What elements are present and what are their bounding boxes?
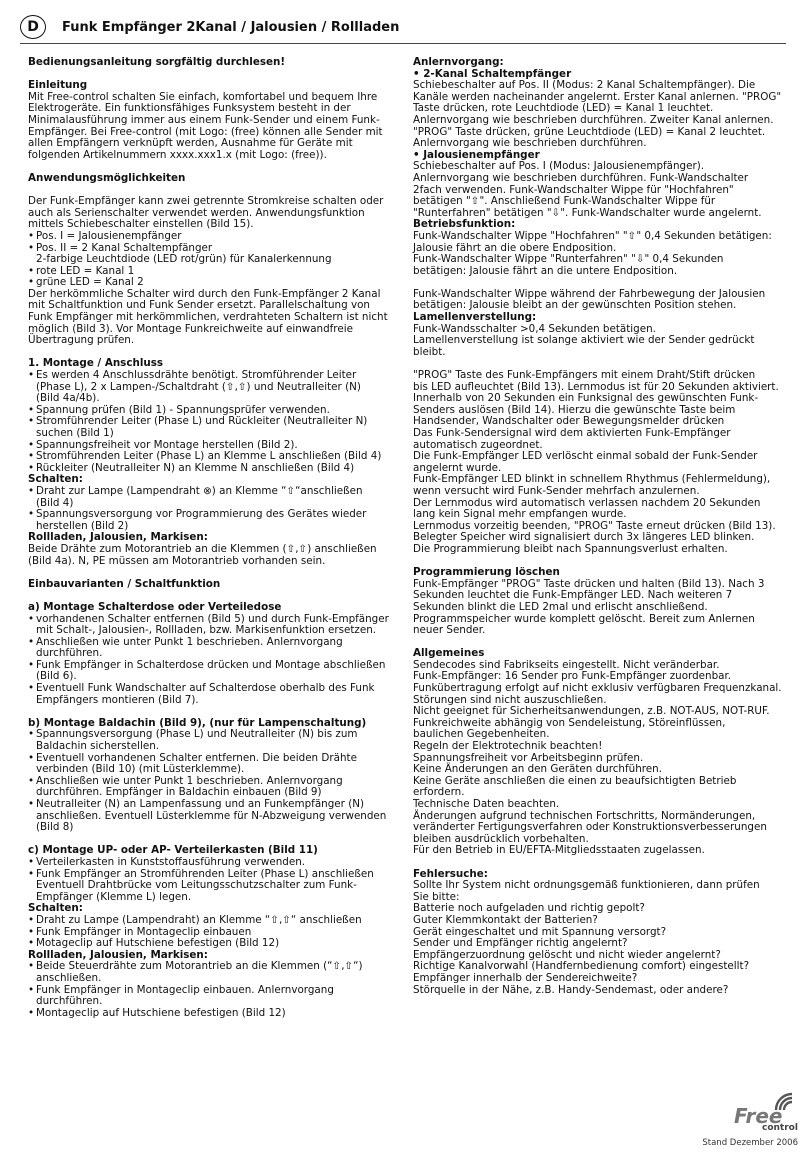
page-header <box>20 14 399 40</box>
logo-control-text: control <box>762 1123 798 1133</box>
section-heading: b) Montage Baldachin (Bild 9), (nur für Lampenschaltung) <box>28 716 367 729</box>
list-item: • Spannungsversorgung (Phase L) und Neutralleiter (N) bis zum Baldachin sicherstellen. <box>28 729 398 752</box>
section-heading: Bedienungsanleitung sorgfältig durchlesen! <box>28 56 286 68</box>
list-item: • Montageclip auf Hutschiene befestigen (Bild 12) <box>28 1008 398 1020</box>
list-item: • Beide Steuerdrähte zum Motorantrieb an die Klemmen (“⇧,⇧“) anschließen. <box>28 961 398 984</box>
list-item: • Pos. II = 2 Kanal Schaltempfänger 2-farbige Leuchtdiode (LED rot/grün) für Kanalerkennung <box>28 243 398 266</box>
list-item: • Spannung prüfen (Bild 1) - Spannungsprüfer verwenden. <box>28 405 398 417</box>
logo-free-text: Free <box>734 1104 783 1128</box>
bullet-list <box>28 614 398 707</box>
spacer <box>413 857 791 869</box>
list-item: • grüne LED = Kanal 2 <box>28 277 398 289</box>
paragraph: Schiebeschalter auf Pos. I (Modus: Jalousienempfänger). Anlernvorgang wie beschrieben durchführen. Funk-Wandschalter 2fach verwenden. Funk-Wandschalter Wippe für "Hochfahren" betätigen "⇧". Anschließend Funk-Wandschalter Wippe für "Runterfahren" betätigen "⇩". Funk-Wandschalter wurde angelernt. <box>413 160 762 219</box>
list-item: • Anschließen wie unter Punkt 1 beschrieben. Anlernvorgang durchführen. Empfänger in Baldachin einbauen (Bild 9) <box>28 776 398 799</box>
section-heading: Anlernvorgang: <box>413 56 504 68</box>
paragraph: "PROG" Taste des Funk-Empfängers mit einem Draht/Stift drücken bis LED aufleuchtet (Bild 13). Lernmodus ist für 20 Sekunden aktiviert. Innerhalb von 20 Sekunden ein Funksignal des gewünschten Funk- Senders auslösen (Bild 14). Hierzu die gewünschte Taste beim Handsender, Wandschalter oder Bewegungsmelder drücken Das Funk-Sendersignal wird dem aktivierten Funk-Empfänger automatisch zugeordnet. Die Funk-Empfänger LED verlöscht einmal sobald der Funk-Sender angelernt wurde. Funk-Empfänger LED blinkt in schnellem Rhythmus (Fehlermeldung), wenn versucht wird Funk-Sender mehrfach anzulernen. Der Lernmodus wird automatisch verlassen nachdem 20 Sekunden lang kein Signal mehr empfangen wurde. Lernmodus vorzeitig beenden, "PROG" Taste erneut drücken (Bild 13). Belegter Speicher wird signalisiert durch 3x längeres LED blinken. Die Programmierung bleibt nach Spannungsverlust erhalten. <box>413 369 779 555</box>
left-column <box>28 57 398 1019</box>
paragraph: Funk-Wandsschalter >0,4 Sekunden betätigen. Lamellenverstellung ist solange aktiviert wie der Sender gedrückt bleibt. <box>413 322 755 358</box>
section-heading: Anwendungsmöglichkeiten <box>28 171 186 184</box>
list-item: • rote LED = Kanal 1 <box>28 266 398 278</box>
list-item: • Motageclip auf Hutschiene befestigen (Bild 12) <box>28 938 398 950</box>
bullet-list <box>28 915 398 950</box>
list-item: • Funk Empfänger in Montageclip einbauen <box>28 927 398 939</box>
section-heading: Fehlersuche: <box>413 867 488 880</box>
section-heading: Einbauvarianten / Schaltfunktion <box>28 577 221 590</box>
section-heading: Einleitung <box>28 79 88 92</box>
list-item: • Rückleiter (Neutralleiter N) an Klemme N anschließen (Bild 4) <box>28 463 398 475</box>
list-item: • Draht zu Lampe (Lampendraht) an Klemme “⇧,⇧“ anschließen <box>28 915 398 927</box>
list-item: • Funk Empfänger an Stromführenden Leiter (Phase L) anschließen Eventuell Drahtbrücke vom Leitungsschutzschalter zum Funk- Empfänger (Klemme L) legen. <box>28 869 398 904</box>
section-heading: Schalten: <box>28 902 83 915</box>
list-item: • Verteilerkasten in Kunststoffausführung verwenden. <box>28 857 398 869</box>
list-item: • Draht zur Lampe (Lampendraht ⊗) an Klemme “⇧“anschließen (Bild 4) <box>28 486 398 509</box>
paragraph: Funk-Wandschalter Wippe während der Fahrbewegung der Jalousien betätigen: Jalousie bleibt an der gewünschten Position stehen. <box>413 287 766 312</box>
paragraph: Beide Drähte zum Motorantrieb an die Klemmen (⇧,⇧) anschließen (Bild 4a). N, PE müssen am Motorantrieb vorhanden sein. <box>28 542 377 567</box>
list-item: • Pos. I = Jalousienempfänger <box>28 231 398 243</box>
section-heading: Rollladen, Jalousien, Markisen: <box>28 948 208 961</box>
paragraph: Schiebeschalter auf Pos. II (Modus: 2 Kanal Schaltempfänger). Die Kanäle werden nacheinander angelernt. Erster Kanal anlernen. "PROG" Taste drücken, rote Leuchtdiode (LED) = Kanal 1 leuchtet. Anlernvorgang wie beschrieben durchführen. Zweiter Kanal anlernen. "PROG" Taste drücken, grüne Leuchtdiode (LED) = Kanal 2 leuchtet. Anlernvorgang wie beschrieben durchführen. <box>413 79 782 150</box>
revision-date: Stand Dezember 2006 <box>702 1138 798 1148</box>
header-divider <box>20 43 786 44</box>
list-item: • Spannungsversorgung vor Programmierung des Gerätes wieder herstellen (Bild 2) <box>28 509 398 532</box>
bullet-list <box>28 231 398 289</box>
list-item: • vorhandenen Schalter entfernen (Bild 5) und durch Funk-Empfänger mit Schalt-, Jalousien-, Rollladen, bzw. Markisenfunktion ersetzen. <box>28 614 398 637</box>
list-item: • Eventuell Funk Wandschalter auf Schalterdose oberhalb des Funk Empfängers montieren (Bild 7). <box>28 683 398 706</box>
bullet-list <box>28 486 398 532</box>
paragraph: Sendecodes sind Fabrikseits eingestellt. Nicht veränderbar. Funk-Empfänger: 16 Sender pro Funk-Empfänger zuordenbar. Funkübertragung erfolgt auf nicht exklusiv verfügbaren Frequenzkanal. Störungen sind nicht auszuschließen. Nicht geeignet für Sicherheitsanwendungen, z.B. NOT-AUS, NOT-RUF. Funkreichweite abhängig von Sendeleistung, Störeinflüssen, baulichen Gegebenheiten. Regeln der Elektrotechnik beachten! Spannungsfreiheit vor Arbeitsbeginn prüfen. Keine Änderungen an den Geräten durchführen. Keine Geräte anschließen die einen zu beaufsichtigten Betrieb erfordern. Technische Daten beachten. Änderungen aufgrund technischen Fortschritts, Normänderungen, veränderter Fertigungsverfahren oder Konstruktionsverbesserungen bleiben ausdrücklich vorbehalten. Für den Betrieb in EU/EFTA-Mitgliedsstaaten zugelassen. <box>413 658 782 857</box>
right-column <box>413 57 791 996</box>
section-heading: Betriebsfunktion: <box>413 218 516 231</box>
section-heading: Allgemeines <box>413 647 485 660</box>
list-item: • Stromführenden Leiter (Phase L) an Klemme L anschließen (Bild 4) <box>28 451 398 463</box>
paragraph: Der Funk-Empfänger kann zwei getrennte Stromkreise schalten oder auch als Serienschalter verwendet werden. Anwendungsfunktion mittels Schiebeschalter einstellen (Bild 15). <box>28 195 384 231</box>
bullet-list <box>28 370 398 474</box>
free-control-logo <box>722 1092 802 1136</box>
list-item: • Es werden 4 Anschlussdrähte benötigt. Stromführender Leiter (Phase L), 2 x Lampen-/Schaltdraht (⇧,⇧) und Neutralleiter (N) (Bild 4a/4b). <box>28 370 398 405</box>
section-heading: Rollladen, Jalousien, Markisen: <box>28 531 208 544</box>
section-heading: • 2-Kanal Schaltempfänger <box>413 67 572 80</box>
list-item: • Funk Empfänger in Schalterdose drücken und Montage abschließen (Bild 6). <box>28 660 398 683</box>
language-badge: D <box>20 15 46 39</box>
section-heading: • Jalousienempfänger <box>413 148 540 161</box>
bullet-list <box>28 857 398 903</box>
paragraph: Funk-Wandschalter Wippe "Hochfahren" "⇧" 0,4 Sekunden betätigen: Jalousie fährt an die obere Endposition. Funk-Wandschalter Wippe "Runterfahren" "⇩" 0,4 Sekunden betätigen: Jalousie fährt an die untere Endposition. <box>413 229 772 277</box>
section-heading: Programmierung löschen <box>413 566 560 579</box>
section-heading: Schalten: <box>28 473 83 486</box>
paragraph: Der herkömmliche Schalter wird durch den Funk-Empfänger 2 Kanal mit Schaltfunktion und Funk Sender ersetzt. Parallelschaltung von Funk Empfänger mit herkömmlichen, verdrahteten Schaltern ist nicht möglich (Bild 3). Vor Montage Funkreichweite auf einwandfreie Übertragung prüfen. <box>28 287 388 347</box>
list-item: • Anschließen wie unter Punkt 1 beschrieben. Anlernvorgang durchführen. <box>28 637 398 660</box>
paragraph: Sollte Ihr System nicht ordnungsgemäß funktionieren, dann prüfen Sie bitte: Batterie noch aufgeladen und richtig gepolt? Guter Klemmkontakt der Batterien? Gerät eingeschaltet und mit Spannung versorgt? Sender und Empfänger richtig angelernt? Empfängerzuordnung gelöscht und nicht wieder angelernt? Richtige Kanalvorwahl (Handfernbedienung comfort) eingestellt? Empfänger innerhalb der Sendereichweite? Störquelle in der Nähe, z.B. Handy-Sendemast, oder andere? <box>413 879 760 996</box>
list-item: • Stromführender Leiter (Phase L) und Rückleiter (Neutralleiter N) suchen (Bild 1) <box>28 416 398 439</box>
bullet-list <box>28 961 398 1019</box>
list-item: • Funk Empfänger in Montageclip einbauen. Anlernvorgang durchführen. <box>28 985 398 1008</box>
list-item: • Spannungsfreiheit vor Montage herstellen (Bild 2). <box>28 440 398 452</box>
page-title: Funk Empfänger 2Kanal / Jalousien / Rollladen <box>62 19 400 35</box>
section-heading: Lamellenverstellung: <box>413 311 537 324</box>
section-heading: a) Montage Schalterdose oder Verteiledose <box>28 600 282 613</box>
section-heading: 1. Montage / Anschluss <box>28 357 164 370</box>
spacer <box>28 567 398 579</box>
paragraph: Mit Free-control schalten Sie einfach, komfortabel und bequem Ihre Elektrogeräte. Ein funktionsfähiges Funksystem besteht in der Minimalausführung immer aus einem Funk-Sender und einem Funk- Empfänger. Bei Free-control (mit Logo: (free) können alle Sender mit allen Empfängern verknüpft werden, Ausnahme für Geräte mit folgenden Artikelnummern xxxx.xxx1.x (mit Logo: (free)). <box>28 90 383 161</box>
list-item: • Eventuell vorhandenen Schalter entfernen. Die beiden Drähte verbinden (Bild 10) (mit Lüsterklemme). <box>28 753 398 776</box>
paragraph: Funk-Empfänger "PROG" Taste drücken und halten (Bild 13). Nach 3 Sekunden leuchtet die Funk-Empfänger LED. Nach weiteren 7 Sekunden blinkt die LED 2mal und erlischt anschließend. Programmspeicher wurde komplett gelöscht. Bereit zum Anlernen neuer Sender. <box>413 577 765 637</box>
list-item: • Neutralleiter (N) an Lampenfassung und an Funkempfänger (N) anschließen. Eventuell Lüsterklemme für N-Abzweigung verwenden (Bild 8) <box>28 799 398 834</box>
section-heading: c) Montage UP- oder AP- Verteilerkasten (Bild 11) <box>28 844 318 857</box>
bullet-list <box>28 729 398 833</box>
